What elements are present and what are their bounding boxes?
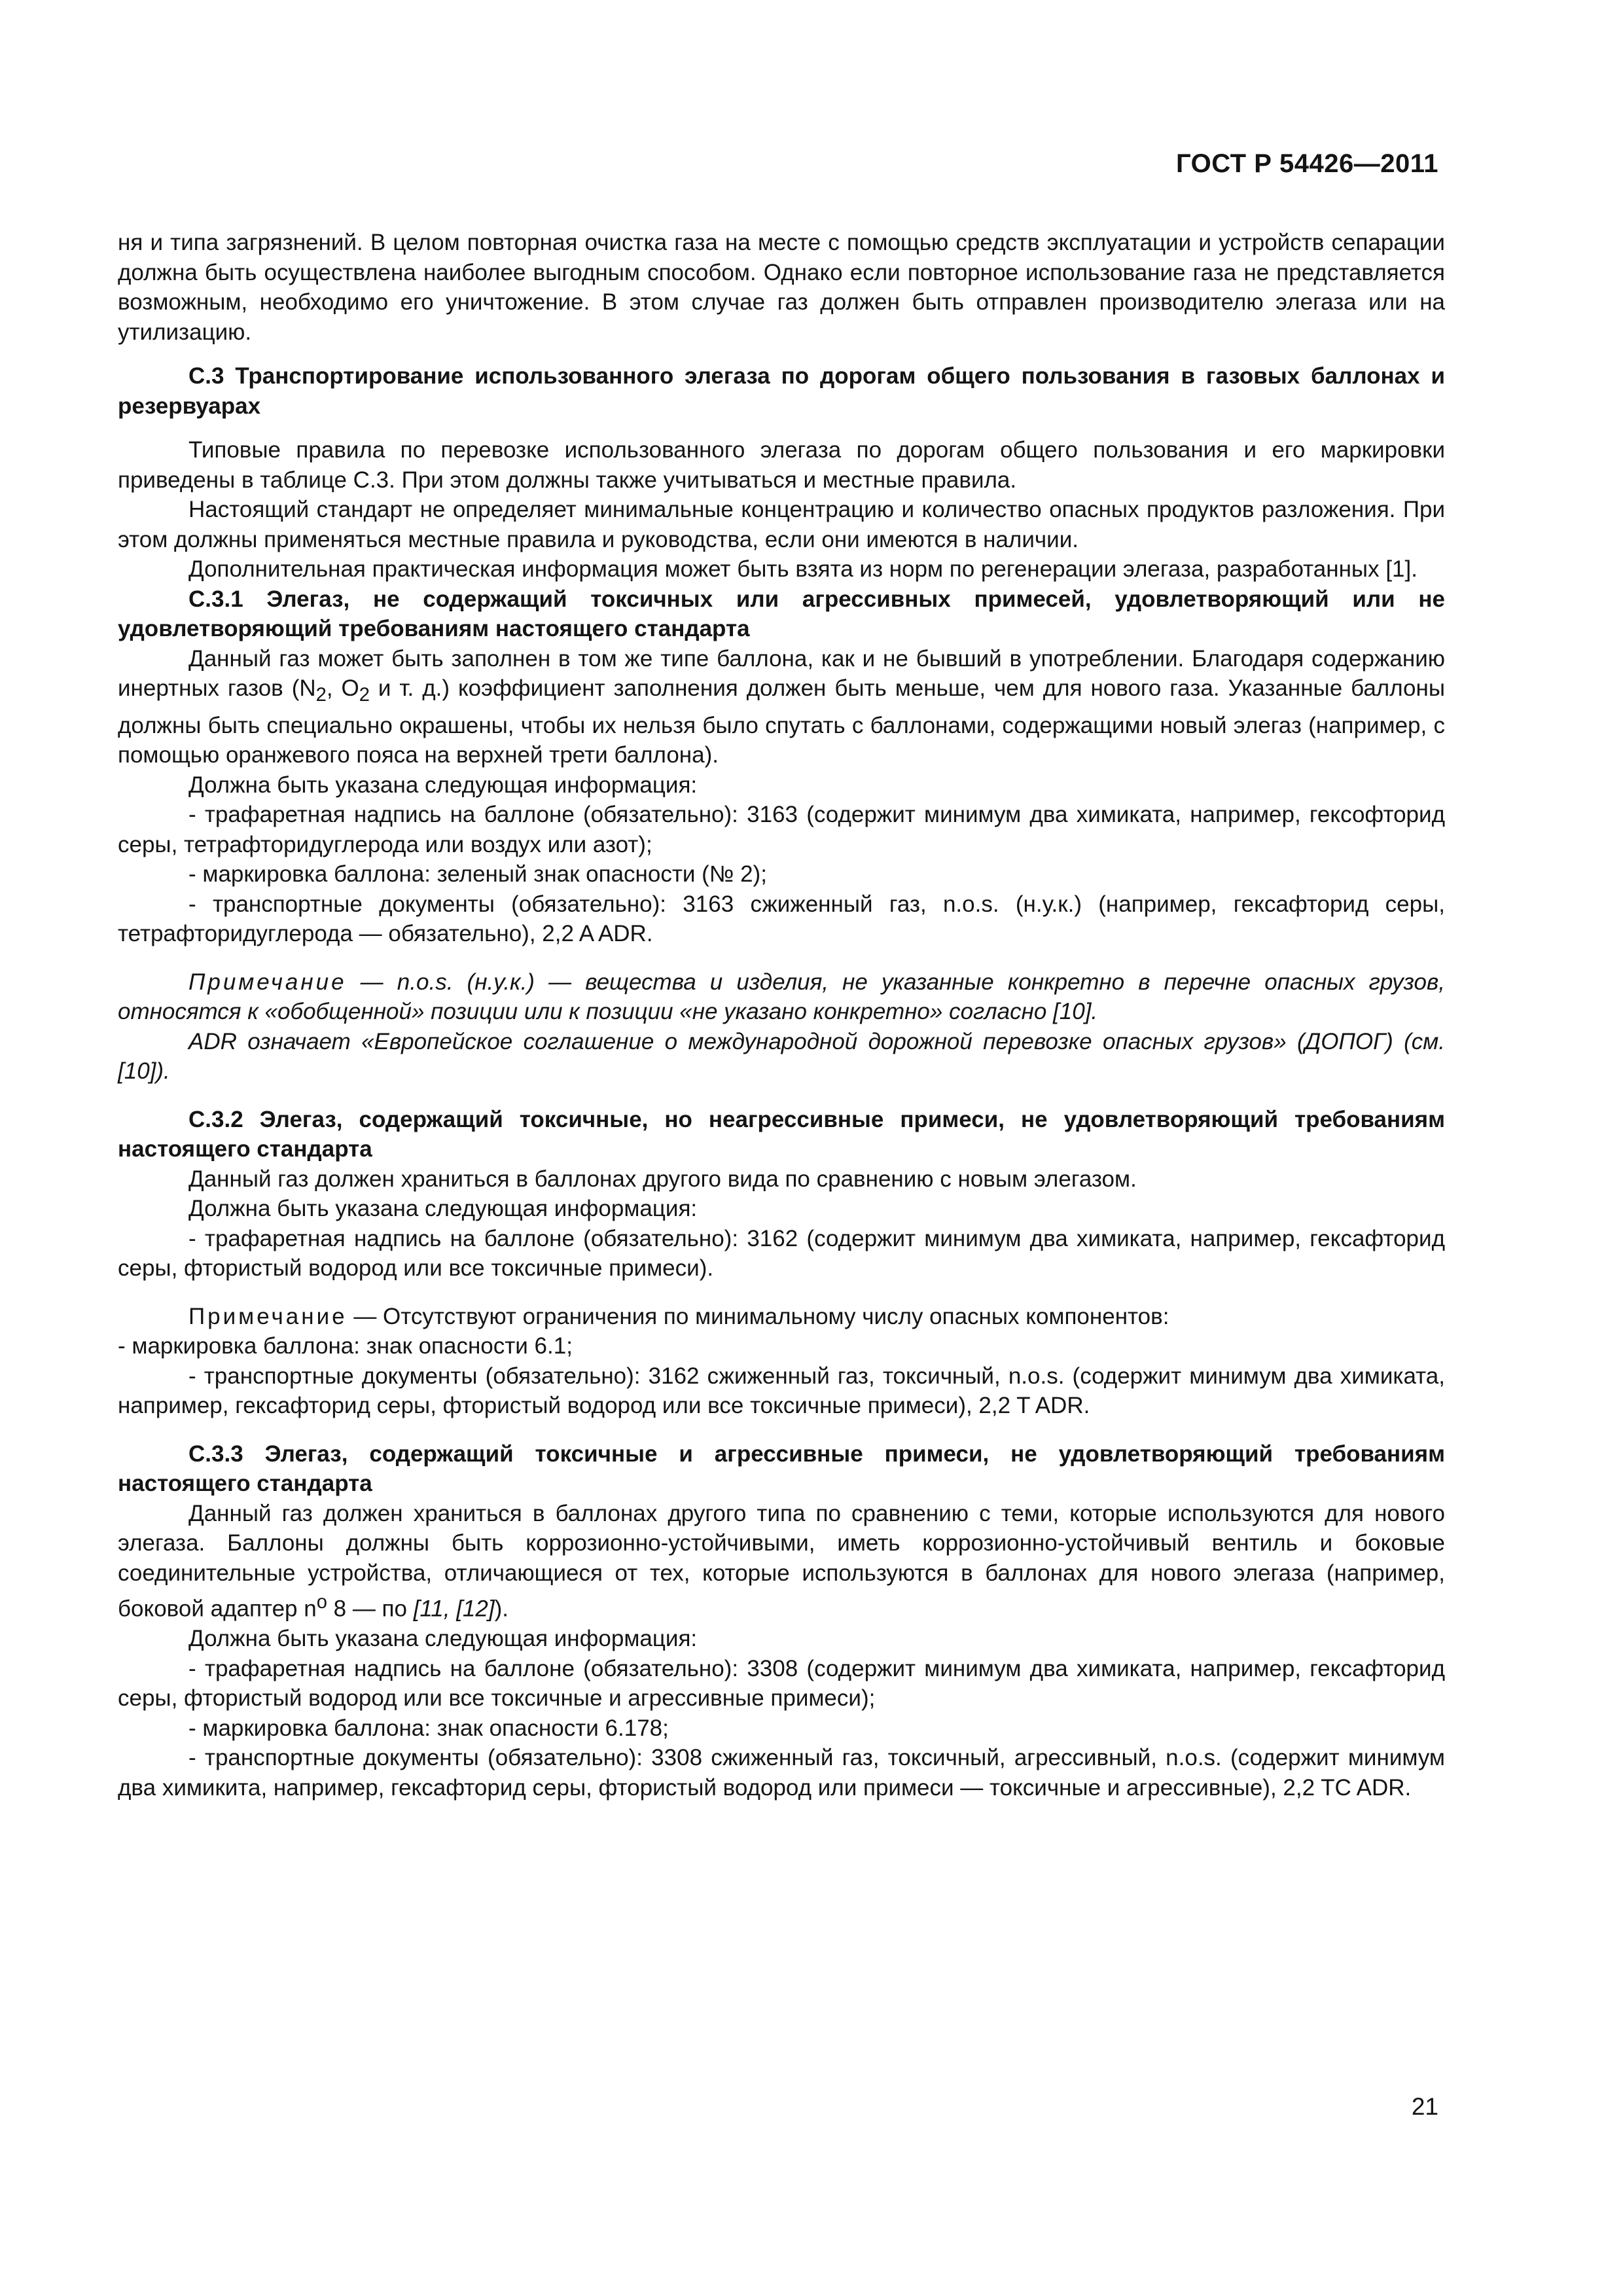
list-item: - транспортные документы (обязательно): 3163 сжиженный газ, n.o.s. (н.у.к.) (например, гексафторид серы, тетрафторидуглерода — обязательно), 2,2 A ADR.: [118, 891, 1445, 946]
paragraph: Должна быть указана следующая информация:: [188, 1626, 698, 1652]
document-body: [118, 228, 1445, 1803]
text-run: ).: [494, 1596, 508, 1622]
list-item: - маркировка баллона: зеленый знак опасности (№ 2);: [188, 861, 767, 887]
text-run: Данный газ может быть заполнен в том же типе баллона, как и не бывший в употреблении. Благодаря содержанию инертных газов (N: [118, 645, 1445, 701]
list-item: - транспортные документы (обязательно): 3308 сжиженный газ, токсичный, агрессивный, n.o.s. (содержит минимум два химикита, например, гексафторид серы, фтористый водород или примеси — токсичные и агрессивные), 2,2 TC ADR.: [118, 1745, 1445, 1801]
paragraph: Должна быть указана следующая информация:: [188, 1196, 698, 1221]
document-header: ГОСТ Р 54426—2011: [1176, 149, 1438, 178]
paragraph: [118, 644, 1445, 770]
superscript: o: [316, 1592, 327, 1613]
text-run: Данный газ должен храниться в баллонах другого типа по сравнению с теми, которые используются для нового элегаза. Баллоны должны быть коррозионно-устойчивыми, иметь коррозионно-устойчивый вентиль и боковые соединительные устройства, отличающиеся от тех, которые используются в баллонах для нового элегаза (например, боковой адаптер n: [118, 1500, 1445, 1622]
section-heading-c3: С.3 Транспортирование использованного элегаза по дорогам общего пользования в газовых баллонах и резервуарах: [118, 363, 1445, 419]
paragraph: Дополнительная практическая информация может быть взята из норм по регенерации элегаза, разработанных [1].: [188, 556, 1418, 582]
page-number: 21: [1411, 2093, 1438, 2120]
list-item: - маркировка баллона: знак опасности 6.1;: [118, 1333, 573, 1359]
note-label: Примечание: [188, 969, 347, 995]
note-label: Примечание: [188, 1303, 348, 1329]
paragraph: Данный газ должен храниться в баллонах другого вида по сравнению с новым элегазом.: [188, 1166, 1137, 1192]
subscript: 2: [359, 685, 370, 706]
note-2: [118, 1302, 1445, 1332]
paragraph: Настоящий стандарт не определяет минимальные концентрацию и количество опасных продуктов разложения. При этом должны применяться местные правила и руководства, если они имеются в наличии.: [118, 497, 1445, 552]
note-1: [118, 967, 1445, 1027]
section-heading-c3-2: С.3.2 Элегаз, содержащий токсичные, но неагрессивные примеси, не удовлетворяющий требованиям настоящего стандарта: [118, 1106, 1445, 1162]
paragraph: Типовые правила по перевозке использованного элегаза по дорогам общего пользования и его маркировки приведены в таблице С.3. При этом должны также учитываться и местные правила.: [118, 437, 1445, 493]
subscript: 2: [315, 685, 327, 706]
list-item: - трафаретная надпись на баллоне (обязательно): 3162 (содержит минимум два химиката, например, гексафторид серы, фтористый водород или все токсичные примеси).: [118, 1225, 1445, 1281]
reference: [11, [12]: [413, 1596, 495, 1622]
section-heading-c3-3: С.3.3 Элегаз, содержащий токсичные и агрессивные примеси, не удовлетворяющий требованиям настоящего стандарта: [118, 1441, 1445, 1496]
list-item: - маркировка баллона: знак опасности 6.178;: [188, 1715, 669, 1741]
text-run: 8 — по: [327, 1596, 414, 1622]
text-run: , O: [326, 675, 359, 701]
text-run: и т. д.) коэффициент заполнения должен быть меньше, чем для нового газа. Указанные баллоны должны быть специально окрашены, чтобы их нельзя было спутать с баллонами, содержащими новый элегаз (например, с помощью оранжевого пояса на верхней трети баллона).: [118, 675, 1445, 768]
list-item: - транспортные документы (обязательно): 3162 сжиженный газ, токсичный, n.o.s. (содержит минимум два химиката, например, гексафторид серы, фтористый водород или все токсичные примеси), 2,2 T ADR.: [118, 1363, 1445, 1418]
paragraph-continued: ня и типа загрязнений. В целом повторная очистка газа на месте с помощью средств эксплуатации и устройств сепарации должна быть осуществлена наиболее выгодным способом. Однако если повторное использование газа не представляется возможным, необходимо его уничтожение. В этом случае газ должен быть отправлен производителю элегаза или на утилизацию.: [118, 230, 1445, 345]
note-1-continued: ADR означает «Европейское соглашение о международной дорожной перевозке опасных грузов» (ДОПОГ) (см. [10]).: [118, 1028, 1445, 1084]
section-heading-c3-1: С.3.1 Элегаз, не содержащий токсичных или агрессивных примесей, удовлетворяющий или не удовлетворяющий требованиям настоящего стандарта: [118, 586, 1445, 641]
note-text: — Отсутствуют ограничения по минимальному числу опасных компонентов:: [347, 1303, 1169, 1329]
list-item: - трафаретная надпись на баллоне (обязательно): 3163 (содержит минимум два химиката, например, гексофторид серы, тетрафторидуглерода или воздух или азот);: [118, 802, 1445, 857]
paragraph: Должна быть указана следующая информация:: [188, 772, 698, 798]
note-text: — n.o.s. (н.у.к.) — вещества и изделия, не указанные конкретно в перечне опасных грузов, относятся к «обобщенной» позиции или к позиции «не указано конкретно» согласно [10].: [118, 969, 1445, 1024]
paragraph: [118, 1499, 1445, 1624]
list-item: - трафаретная надпись на баллоне (обязательно): 3308 (содержит минимум два химиката, например, гексафторид серы, фтористый водород или все токсичные и агрессивные примеси);: [118, 1655, 1445, 1712]
